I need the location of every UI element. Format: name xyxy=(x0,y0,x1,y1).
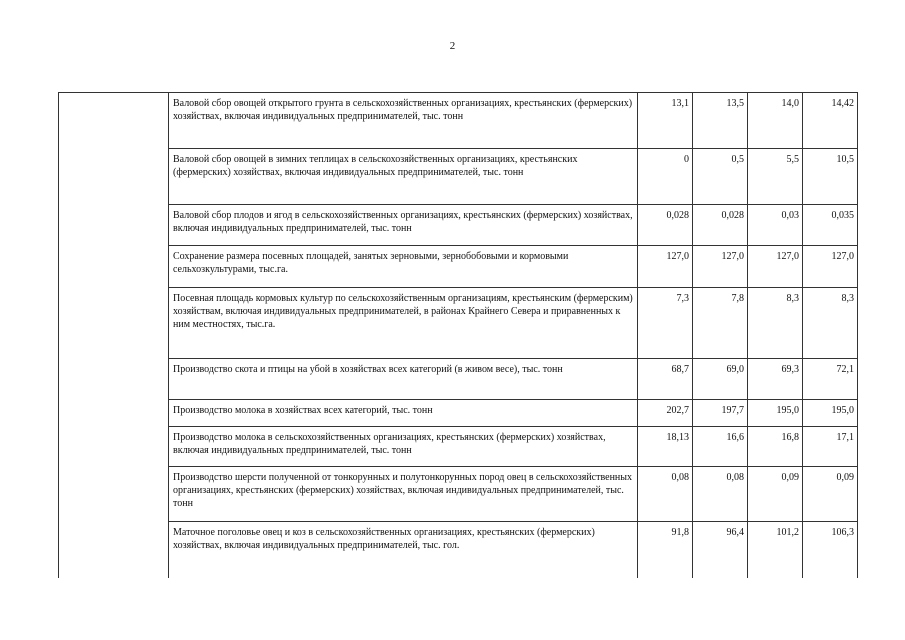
value-cell: 106,3 xyxy=(803,522,858,578)
value-cell: 69,0 xyxy=(693,359,748,400)
page-number: 2 xyxy=(449,40,456,52)
value-cell: 0,08 xyxy=(693,467,748,522)
value-cell: 8,3 xyxy=(803,288,858,359)
indicator-description: Производство скота и птицы на убой в хозяйствах всех категорий (в живом весе), тыс. тонн xyxy=(169,359,638,400)
indicator-description: Производство молока в хозяйствах всех категорий, тыс. тонн xyxy=(169,400,638,427)
table-row xyxy=(59,93,858,149)
value-cell: 91,8 xyxy=(638,522,693,578)
table-row xyxy=(59,400,858,427)
value-cell: 72,1 xyxy=(803,359,858,400)
value-cell: 16,6 xyxy=(693,427,748,467)
value-cell: 16,8 xyxy=(748,427,803,467)
value-cell: 5,5 xyxy=(748,149,803,205)
value-cell: 13,1 xyxy=(638,93,693,149)
value-cell: 195,0 xyxy=(748,400,803,427)
table-row xyxy=(59,467,858,522)
value-cell: 127,0 xyxy=(803,246,858,288)
table-row xyxy=(59,288,858,359)
value-cell: 14,0 xyxy=(748,93,803,149)
table-row xyxy=(59,246,858,288)
table-row xyxy=(59,149,858,205)
empty-left-column xyxy=(59,93,169,578)
indicator-description: Валовой сбор плодов и ягод в сельскохозяйственных организациях, крестьянских (фермерских) хозяйствах, включая индивидуальных предпринимателей, тыс. тонн xyxy=(169,205,638,246)
indicator-description: Валовой сбор овощей открытого грунта в сельскохозяйственных организациях, крестьянских (фермерских) хозяйствах, включая индивидуальных предпринимателей, тыс. тонн xyxy=(169,93,638,149)
value-cell: 127,0 xyxy=(748,246,803,288)
value-cell: 68,7 xyxy=(638,359,693,400)
table-row xyxy=(59,427,858,467)
indicator-description: Посевная площадь кормовых культур по сельскохозяйственным организациям, крестьянским (фермерским) хозяйствам, включая индивидуальных предпринимателей, в районах Крайнего Севера и приравненных к ним местностях, тыс.га. xyxy=(169,288,638,359)
value-cell: 8,3 xyxy=(748,288,803,359)
value-cell: 0,028 xyxy=(638,205,693,246)
indicators-table xyxy=(58,92,858,578)
table-row xyxy=(59,359,858,400)
value-cell: 0 xyxy=(638,149,693,205)
value-cell: 7,3 xyxy=(638,288,693,359)
value-cell: 0,09 xyxy=(748,467,803,522)
value-cell: 0,09 xyxy=(803,467,858,522)
value-cell: 69,3 xyxy=(748,359,803,400)
indicator-description: Маточное поголовье овец и коз в сельскохозяйственных организациях, крестьянских (фермерских) хозяйствах, включая индивидуальных предпринимателей, тыс. гол. xyxy=(169,522,638,578)
value-cell: 101,2 xyxy=(748,522,803,578)
table-row xyxy=(59,205,858,246)
value-cell: 96,4 xyxy=(693,522,748,578)
value-cell: 7,8 xyxy=(693,288,748,359)
value-cell: 202,7 xyxy=(638,400,693,427)
indicator-description: Валовой сбор овощей в зимних теплицах в сельскохозяйственных организациях, крестьянских (фермерских) хозяйствах, включая индивидуальных предпринимателей, тыс. тонн xyxy=(169,149,638,205)
indicator-description: Производство молока в сельскохозяйственных организациях, крестьянских (фермерских) хозяйствах, включая индивидуальных предпринимателей, тыс. тонн xyxy=(169,427,638,467)
value-cell: 127,0 xyxy=(693,246,748,288)
value-cell: 0,5 xyxy=(693,149,748,205)
value-cell: 195,0 xyxy=(803,400,858,427)
value-cell: 18,13 xyxy=(638,427,693,467)
value-cell: 13,5 xyxy=(693,93,748,149)
value-cell: 0,03 xyxy=(748,205,803,246)
value-cell: 17,1 xyxy=(803,427,858,467)
value-cell: 127,0 xyxy=(638,246,693,288)
value-cell: 14,42 xyxy=(803,93,858,149)
value-cell: 0,08 xyxy=(638,467,693,522)
table-row xyxy=(59,522,858,578)
value-cell: 10,5 xyxy=(803,149,858,205)
value-cell: 0,035 xyxy=(803,205,858,246)
indicator-description: Производство шерсти полученной от тонкорунных и полутонкорунных пород овец в сельскохозяйственных организациях, крестьянских (фермерских) хозяйствах, включая индивидуальных предпринимателей, тыс. тонн xyxy=(169,467,638,522)
value-cell: 0,028 xyxy=(693,205,748,246)
value-cell: 197,7 xyxy=(693,400,748,427)
indicator-description: Сохранение размера посевных площадей, занятых зерновыми, зернобобовыми и кормовыми сельхозкультурами, тыс.га. xyxy=(169,246,638,288)
